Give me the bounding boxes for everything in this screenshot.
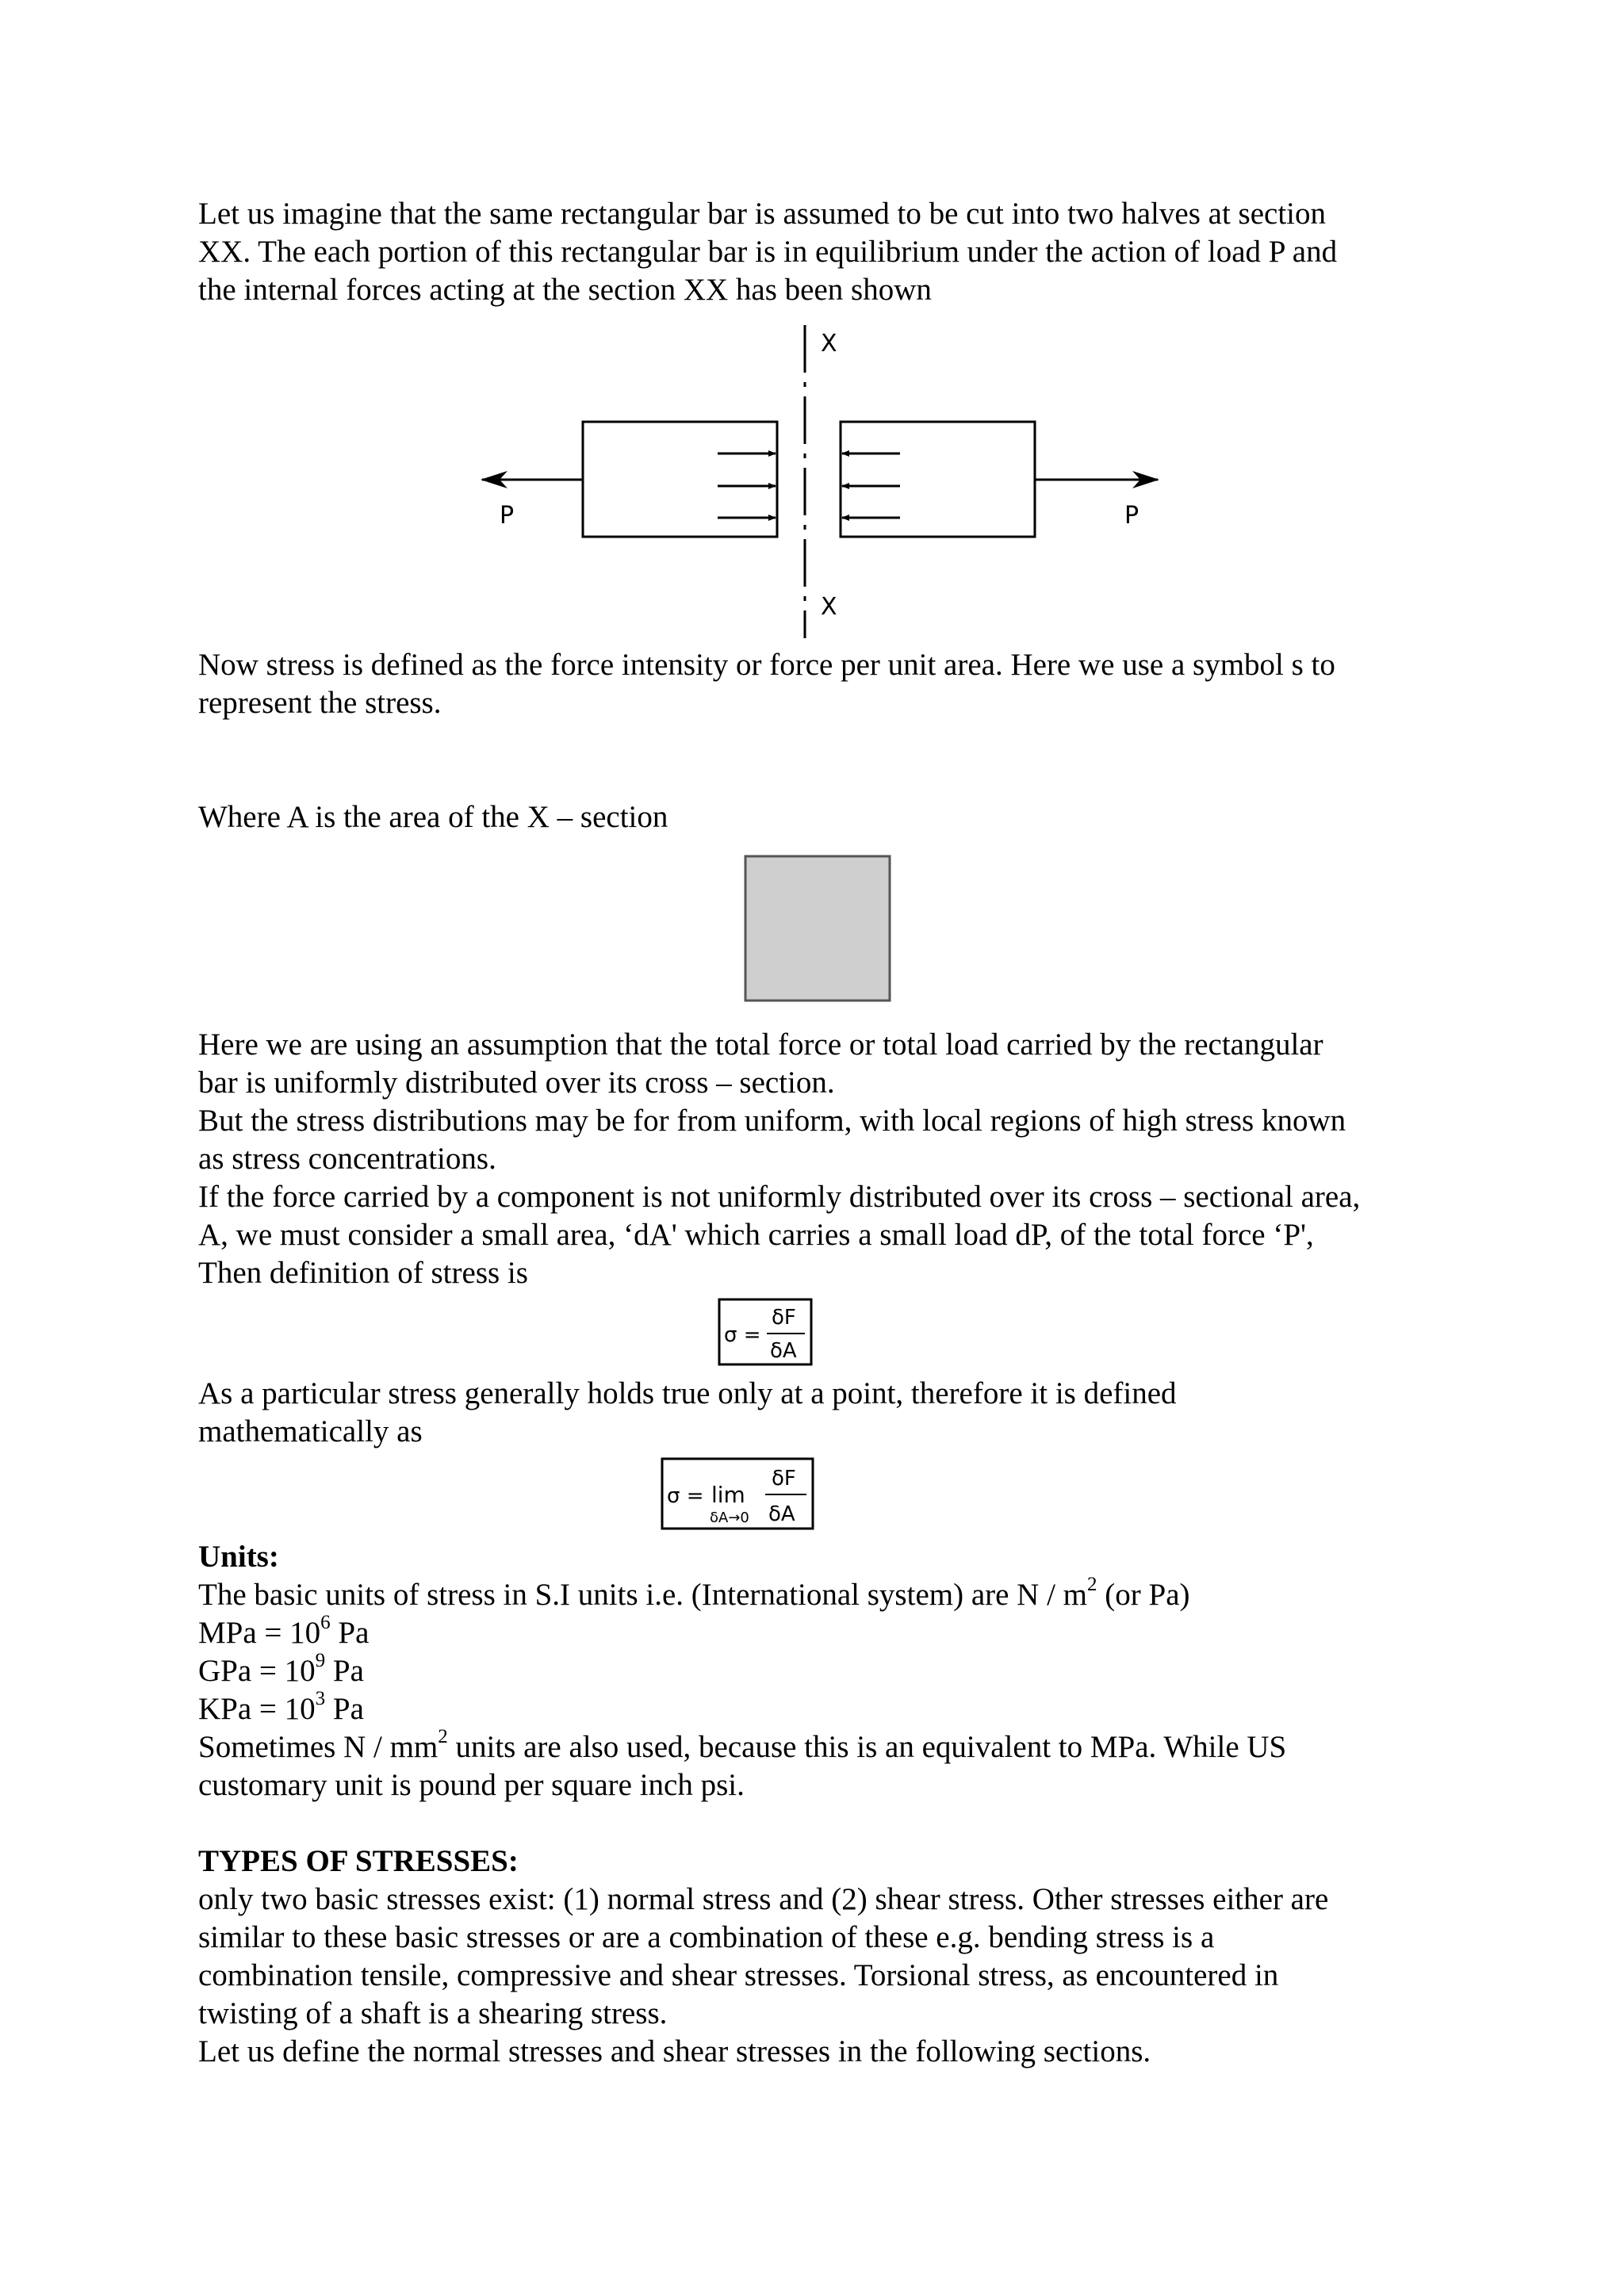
formula-lhs: σ = [667, 1484, 704, 1508]
assumption-paragraph [198, 1026, 1451, 1292]
load-label-right: P [1124, 502, 1139, 530]
limit-formula-box [661, 1457, 816, 1532]
superscript: 2 [438, 1726, 448, 1747]
area-note [198, 798, 1451, 836]
si-units-line [198, 1576, 1451, 1614]
assumption-line-4: as stress concentrations. [198, 1142, 496, 1176]
mpa-suffix: Pa [330, 1616, 370, 1650]
bar-section-svg [468, 321, 1182, 646]
intro-paragraph [198, 195, 1451, 309]
superscript: 6 [320, 1612, 331, 1633]
types-line-2: similar to these basic stresses or are a combination of these e.g. bending stress is a [198, 1920, 1215, 1954]
area-note-text: Where A is the area of the X – section [198, 800, 668, 834]
types-heading: TYPES OF STRESSES: [198, 1844, 519, 1878]
left-bar-half [583, 422, 777, 537]
assumption-line-1: Here we are using an assumption that the total force or total load carried by the rectangular [198, 1027, 1323, 1062]
mm-units-suffix: units are also used, because this is an equivalent to MPa. While US [447, 1730, 1287, 1764]
assumption-line-5: If the force carried by a component is not uniformly distributed over its cross – sectional area, [198, 1180, 1361, 1214]
mpa-text: MPa = 10 [198, 1616, 321, 1650]
assumption-line-6: A, we must consider a small area, ‘dA' which carries a small load dP, of the total force ‘P', [198, 1218, 1314, 1252]
formula-numerator: δF [772, 1306, 796, 1330]
stress-definition-line-2: represent the stress. [198, 686, 442, 720]
kpa-suffix: Pa [325, 1692, 364, 1726]
types-paragraph [198, 1881, 1451, 2071]
stress-definition-line-1: Now stress is defined as the force intensity or force per unit area. Here we use a symbol s to [198, 648, 1335, 682]
superscript: 9 [315, 1650, 326, 1671]
assumption-line-7: Then definition of stress is [198, 1256, 528, 1290]
intro-line-1: Let us imagine that the same rectangular bar is assumed to be cut into two halves at section [198, 197, 1326, 231]
intro-line-3: the internal forces acting at the section XX has been shown [198, 273, 932, 307]
gpa-text: GPa = 10 [198, 1654, 316, 1688]
stress-definition-paragraph [198, 646, 1451, 722]
psi-line: customary unit is pound per square inch psi. [198, 1768, 745, 1802]
types-line-1: only two basic stresses exist: (1) normal stress and (2) shear stress. Other stresses either are [198, 1882, 1329, 1916]
section-label-bottom: X [821, 593, 837, 621]
assumption-line-3: But the stress distributions may be for from uniform, with local regions of high stress known [198, 1104, 1346, 1138]
formula-denominator: δA [768, 1502, 795, 1526]
gpa-line [198, 1652, 1451, 1690]
kpa-line [198, 1690, 1451, 1728]
intro-line-2: XX. The each portion of this rectangular bar is in equilibrium under the action of load P and [198, 235, 1338, 269]
superscript: 3 [315, 1688, 326, 1709]
kpa-text: KPa = 10 [198, 1692, 316, 1726]
formula-numerator: δF [772, 1467, 796, 1490]
bar-section-diagram [468, 321, 1182, 646]
types-line-4: twisting of a shaft is a shearing stress. [198, 1996, 668, 2030]
types-line-5: Let us define the normal stresses and shear stresses in the following sections. [198, 2034, 1151, 2068]
formula-lim-subscript: δA→0 [710, 1510, 749, 1526]
cross-section-square [745, 856, 890, 1001]
point-stress-line-2: mathematically as [198, 1414, 423, 1448]
gpa-suffix: Pa [325, 1654, 364, 1688]
mm-units-text: Sometimes N / mm [198, 1730, 439, 1764]
formula-denominator: δA [770, 1339, 797, 1363]
types-line-3: combination tensile, compressive and shear stresses. Torsional stress, as encountered in [198, 1958, 1279, 1992]
right-bar-half [841, 422, 1035, 537]
si-units-suffix: (or Pa) [1097, 1578, 1190, 1612]
stress-formula-box [718, 1298, 814, 1368]
section-label-top: X [821, 330, 837, 358]
assumption-line-2: bar is uniformly distributed over its cross – section. [198, 1066, 835, 1100]
superscript: 2 [1087, 1574, 1097, 1595]
si-units-text: The basic units of stress in S.I units i.e. (International system) are N / m [198, 1578, 1088, 1612]
formula-lim: lim [711, 1482, 745, 1508]
mm-units-line [198, 1728, 1451, 1766]
point-stress-paragraph [198, 1375, 1451, 1451]
units-heading: Units: [198, 1540, 279, 1574]
point-stress-line-1: As a particular stress generally holds true only at a point, therefore it is defined [198, 1376, 1177, 1410]
units-paragraph [198, 1576, 1451, 1804]
mpa-line [198, 1614, 1451, 1652]
load-label-left: P [500, 502, 515, 530]
cross-section-figure [744, 855, 894, 1005]
formula-lhs: σ = [724, 1323, 761, 1347]
